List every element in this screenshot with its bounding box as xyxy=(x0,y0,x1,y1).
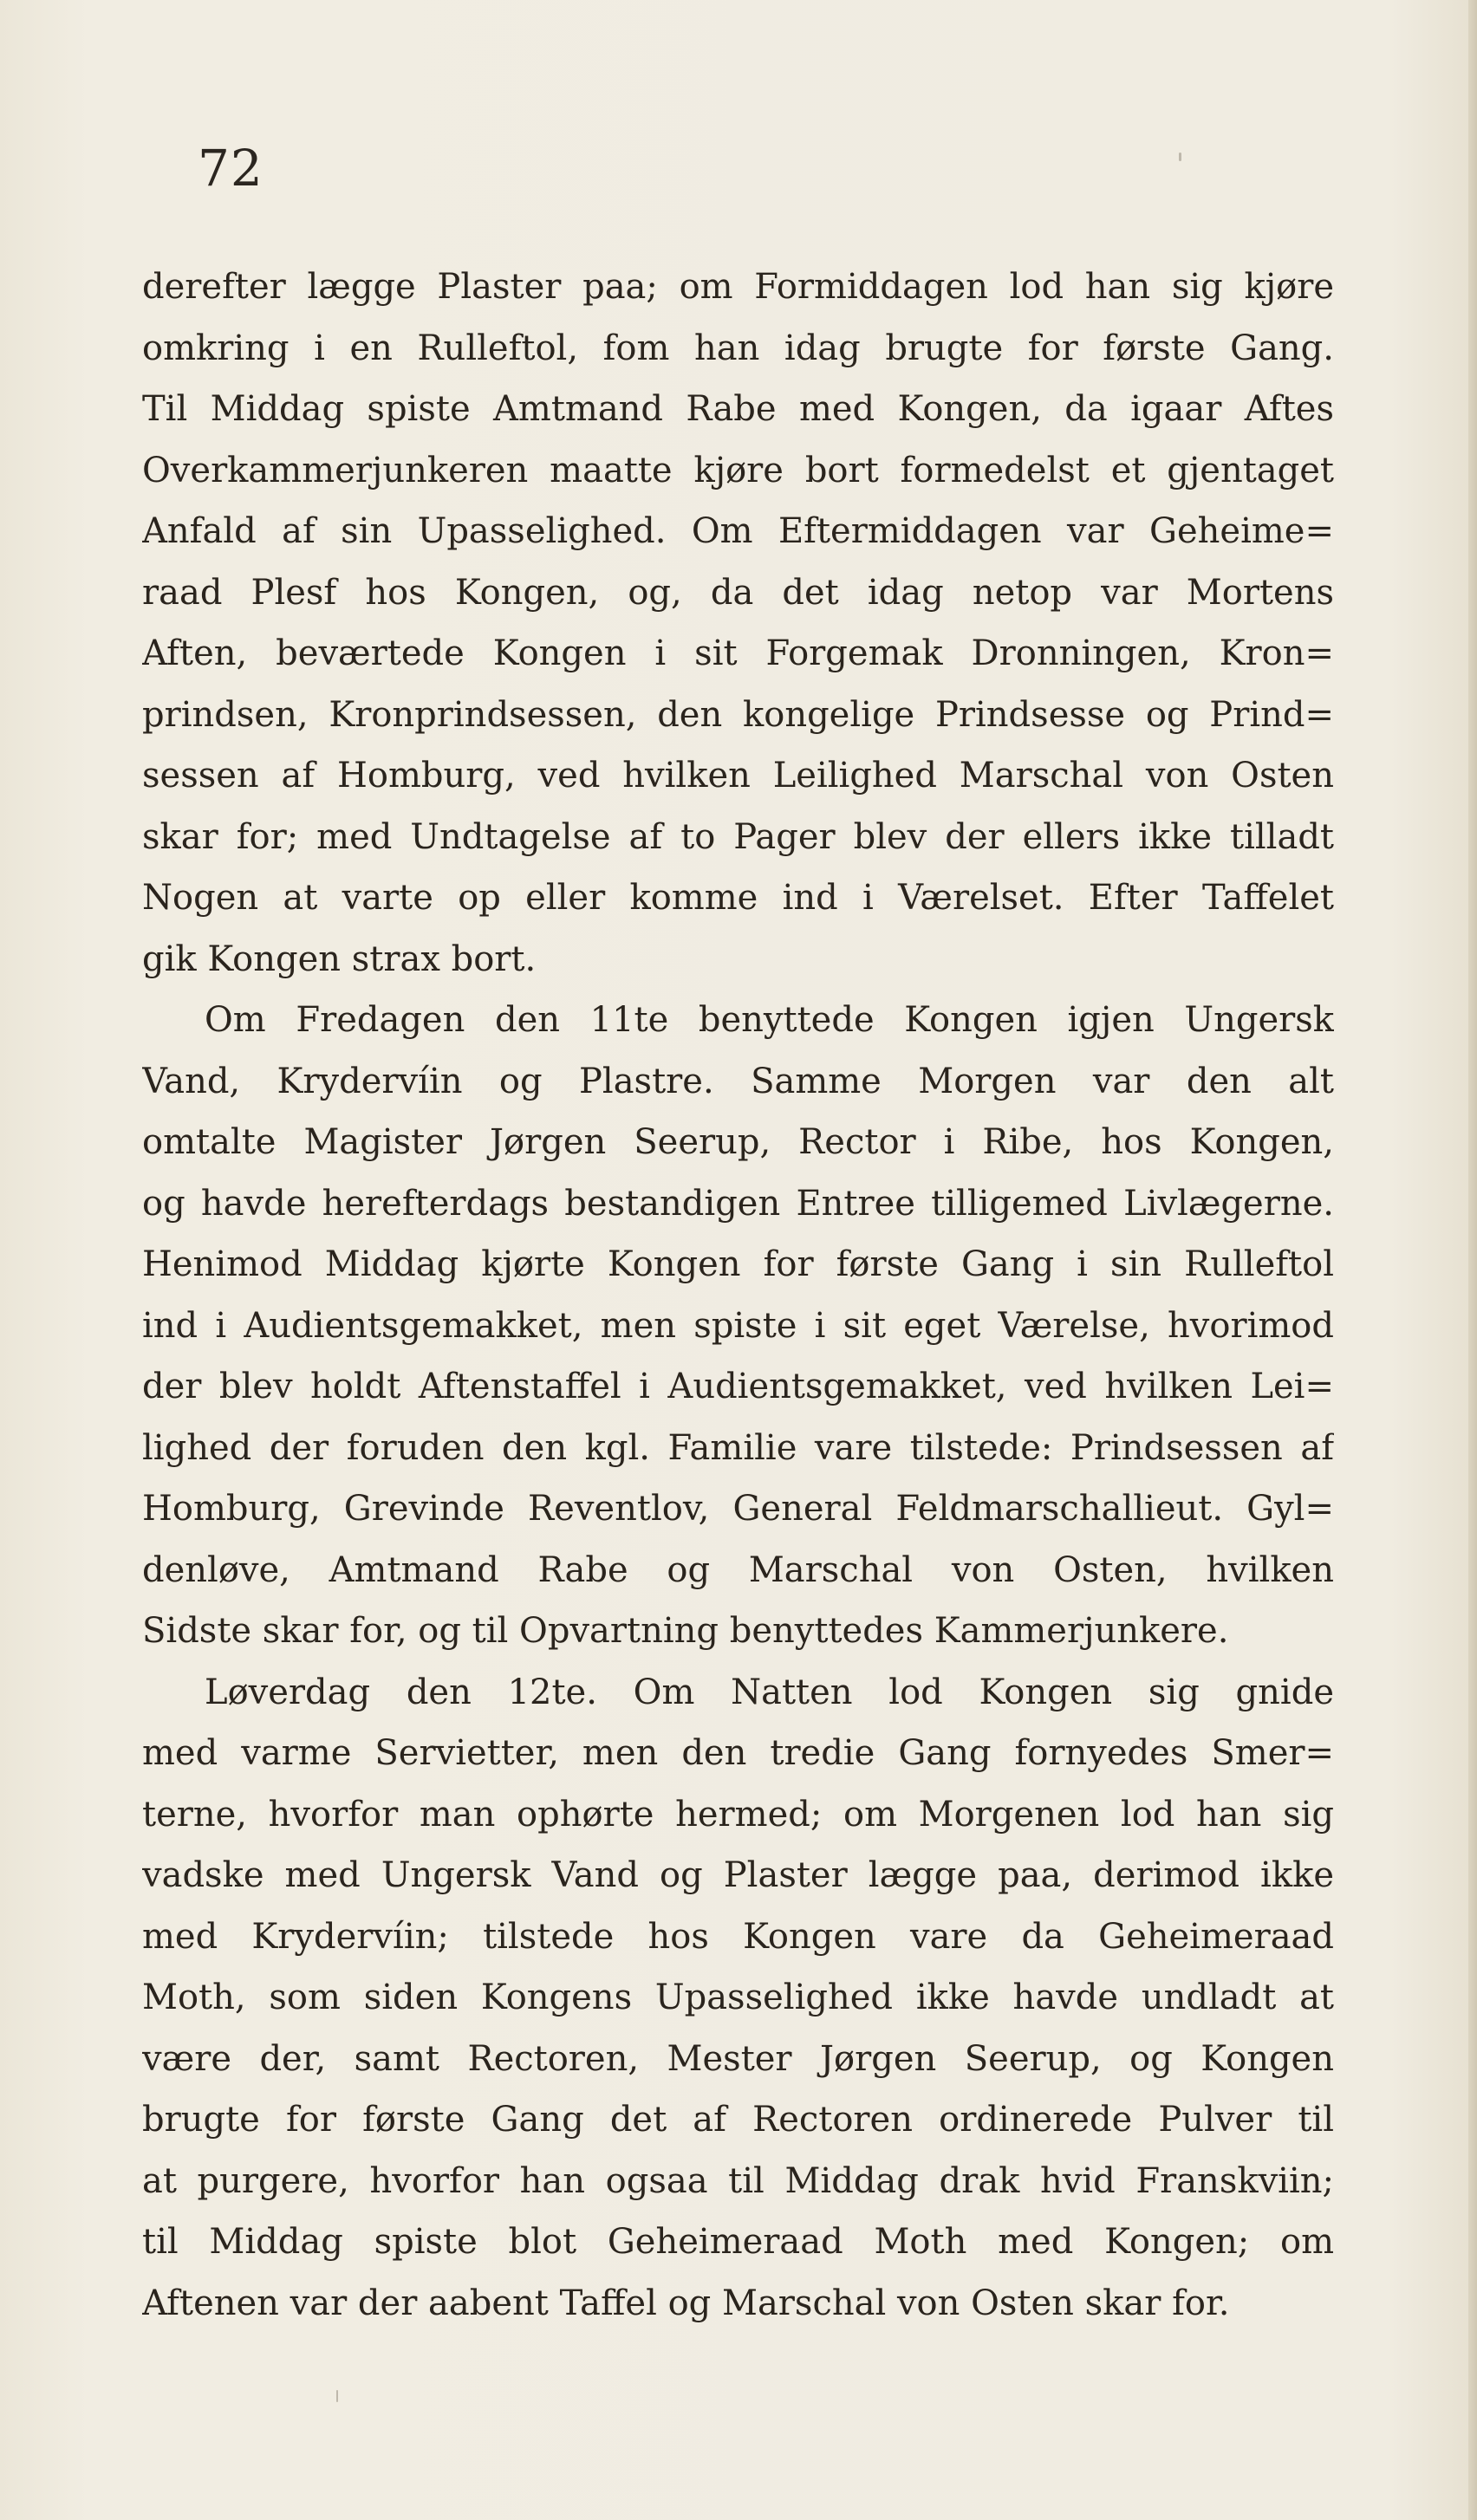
text-line: terne, hvorfor man ophørte hermed; om Morgenen lod han sig xyxy=(142,1794,1334,1835)
paper-speck xyxy=(1179,153,1181,161)
text-line: gik Kongen strax bort. xyxy=(142,939,537,979)
text-line: Aftenen var der aabent Taffel og Marschal von Osten skar for. xyxy=(142,2283,1230,2323)
text-line: Til Middag spiste Amtmand Rabe med Kongen, da igaar Aftes xyxy=(142,389,1334,429)
text-line: Aften, beværtede Kongen i sit Forgemak Dronningen, Kron= xyxy=(142,633,1334,673)
text-line: der blev holdt Aftenstaffel i Audientsgemakket, ved hvilken Lei= xyxy=(142,1367,1334,1406)
text-line: til Middag spiste blot Geheimeraad Moth med Kongen; om xyxy=(142,2222,1334,2262)
text-line: Moth, som siden Kongens Upasselighed ikke havde undladt at xyxy=(142,1978,1334,2017)
text-line: derefter lægge Plaster paa; om Formiddagen lod han sig kjøre xyxy=(142,267,1334,307)
text-line: prindsen, Kronprindsessen, den kongelige Prindsesse og Prind= xyxy=(142,694,1334,735)
paper-speck xyxy=(336,2390,338,2402)
page-number: 72 xyxy=(198,139,264,198)
text-line: Anfald af sin Upasselighed. Om Eftermiddagen var Geheime= xyxy=(142,511,1334,551)
page-edge xyxy=(1468,0,1477,2520)
text-line: Nogen at varte op eller komme ind i Værelset. Efter Taffelet xyxy=(142,878,1334,918)
text-line: med varme Servietter, men den tredie Gang fornyedes Smer= xyxy=(142,1733,1334,1773)
text-line: Vand, Krydervíin og Plastre. Samme Morgen var den alt xyxy=(142,1061,1334,1101)
text-line: med Krydervíin; tilstede hos Kongen vare da Geheimeraad xyxy=(142,1916,1334,1957)
text-line: lighed der foruden den kgl. Familie vare tilstede: Prindsessen af xyxy=(142,1427,1334,1468)
text-line: sessen af Homburg, ved hvilken Leilighed Marschal von Osten xyxy=(142,756,1334,796)
text-line: omtalte Magister Jørgen Seerup, Rector i Ribe, hos Kongen, xyxy=(142,1122,1334,1162)
text-line: denløve, Amtmand Rabe og Marschal von Osten, hvilken xyxy=(142,1549,1334,1590)
text-line: brugte for første Gang det af Rectoren ordinerede Pulver til xyxy=(142,2100,1334,2140)
text-line: og havde herefterdags bestandigen Entree tilligemed Livlægerne. xyxy=(142,1183,1334,1224)
text-line: Homburg, Grevinde Reventlov, General Feldmarschallieut. Gyl= xyxy=(142,1489,1334,1529)
body-text xyxy=(142,257,1334,2334)
text-line: vadske med Ungersk Vand og Plaster lægge paa, derimod ikke xyxy=(142,1855,1334,1895)
text-line: at purgere, hvorfor han ogsaa til Middag drak hvid Franskviin; xyxy=(142,2160,1334,2201)
text-line: Om Fredagen den 11te benyttede Kongen igjen Ungersk xyxy=(205,1000,1334,1040)
text-line: Sidste skar for, og til Opvartning benyttedes Kammerjunkere. xyxy=(142,1611,1229,1651)
text-line: omkring i en Rulleftol, fom han idag brugte for første Gang. xyxy=(142,328,1334,368)
text-line: Henimod Middag kjørte Kongen for første Gang i sin Rulleftol xyxy=(142,1244,1334,1284)
text-line: være der, samt Rectoren, Mester Jørgen Seerup, og Kongen xyxy=(142,2038,1334,2079)
text-line: Løverdag den 12te. Om Natten lod Kongen sig gnide xyxy=(205,1672,1334,1712)
text-line: ind i Audientsgemakket, men spiste i sit eget Værelse, hvorimod xyxy=(142,1305,1334,1346)
text-line: skar for; med Undtagelse af to Pager blev der ellers ikke tilladt xyxy=(142,816,1334,857)
text-line: raad Plesf hos Kongen, og, da det idag netop var Mortens xyxy=(142,572,1334,613)
text-line: Overkammerjunkeren maatte kjøre bort formedelst et gjentaget xyxy=(142,450,1334,490)
